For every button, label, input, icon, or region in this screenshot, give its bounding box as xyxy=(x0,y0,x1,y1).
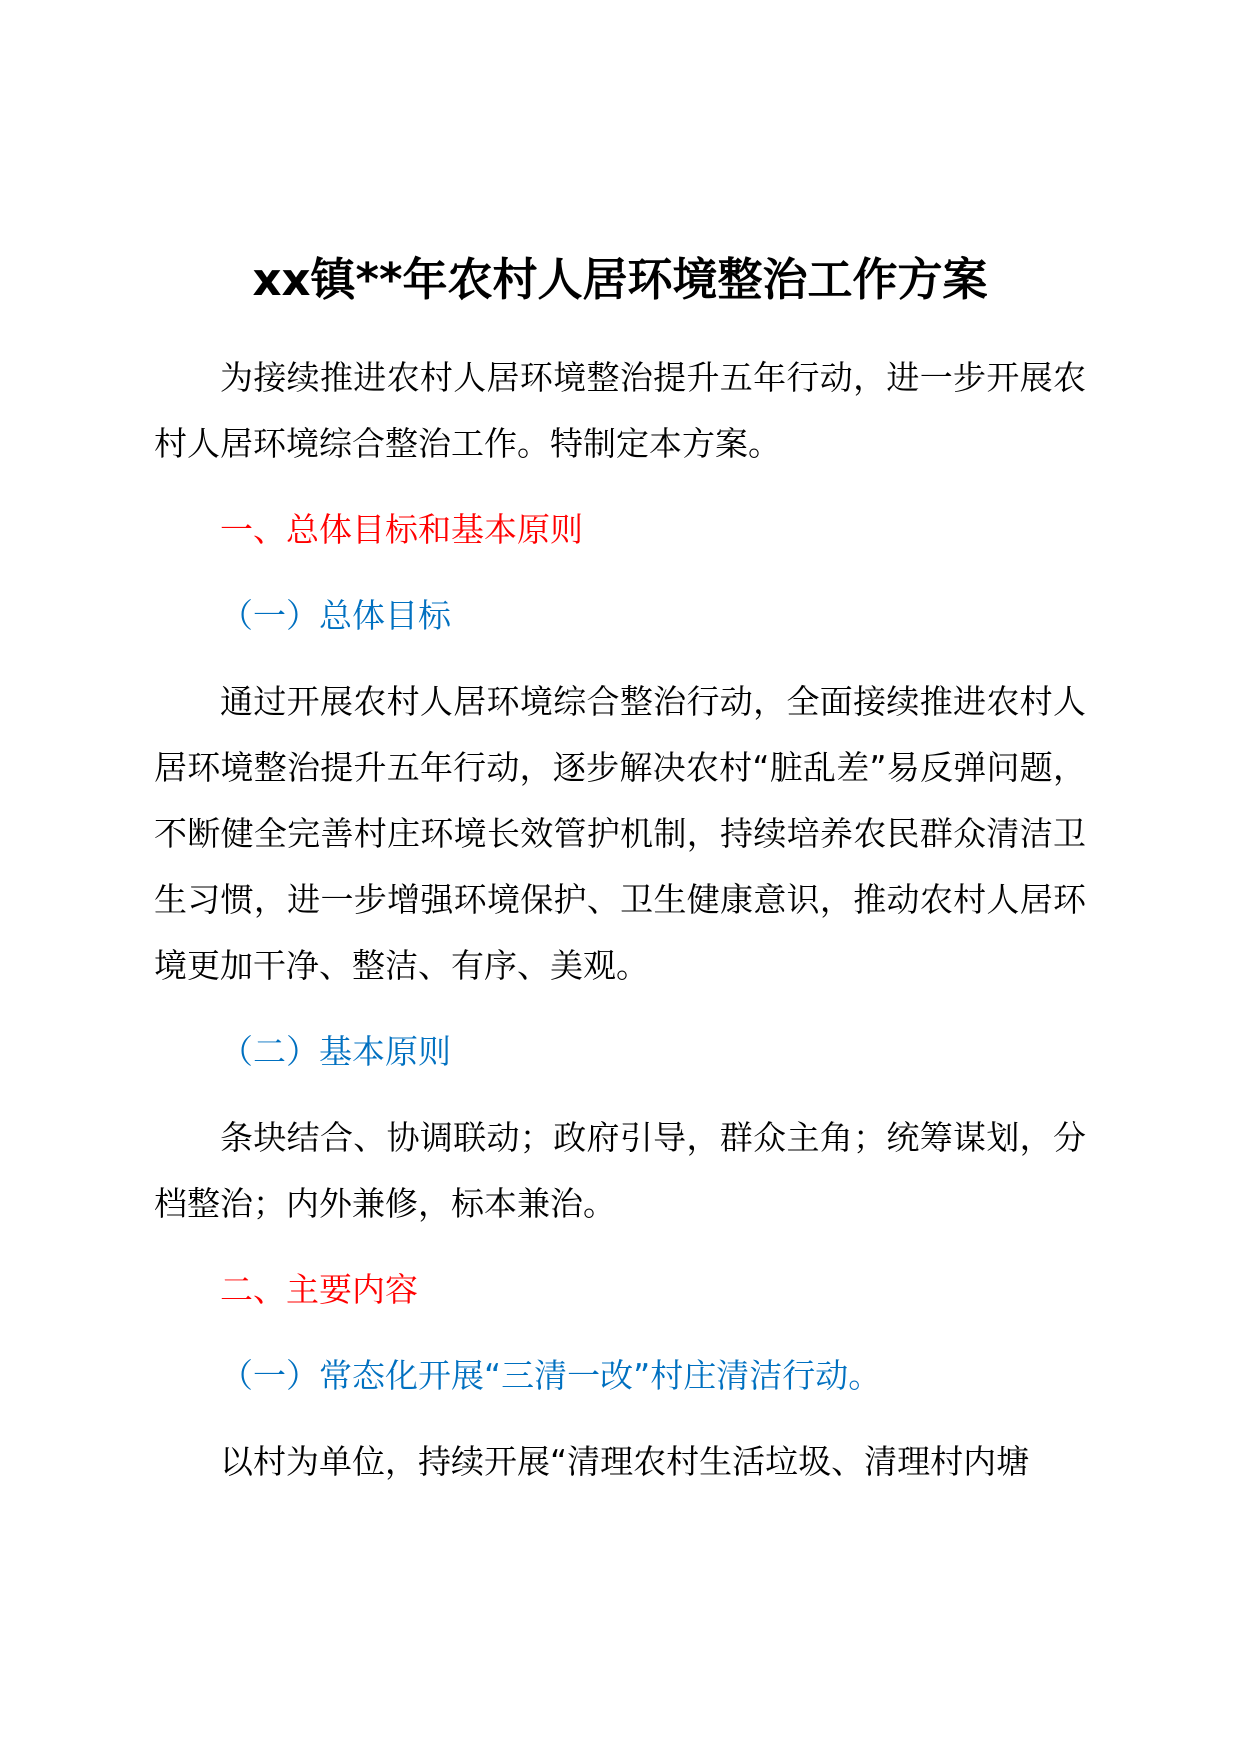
section-1-sub-1-paragraph: 通过开展农村人居环境综合整治行动，全面接续推进农村人居环境整治提升五年行动，逐步解决农村“脏乱差”易反弹问题，不断健全完善村庄环境长效管护机制，持续培养农民群众清洁卫生习惯，进一步增强环境保护、卫生健康意识，推动农村人居环境更加干净、整洁、有序、美观。 xyxy=(154,682,1086,985)
document-title: xx镇**年农村人居环境整治工作方案 xyxy=(252,253,988,306)
section-1-heading: 一、总体目标和基本原则 xyxy=(220,510,583,549)
section-1-sub-2-paragraph: 条块结合、协调联动；政府引导，群众主角；统筹谋划，分档整治；内外兼修，标本兼治。 xyxy=(154,1118,1086,1223)
section-1-sub-1-heading: （一）总体目标 xyxy=(220,596,451,635)
section-2-heading: 二、主要内容 xyxy=(220,1270,418,1309)
document-body xyxy=(154,345,1086,1495)
section-1-sub-2-heading: （二）基本原则 xyxy=(220,1032,451,1071)
intro-paragraph: 为接续推进农村人居环境整治提升五年行动，进一步开展农村人居环境综合整治工作。特制定本方案。 xyxy=(154,358,1086,463)
section-2-sub-1-heading: （一）常态化开展“三清一改”村庄清洁行动。 xyxy=(220,1356,882,1395)
section-2-sub-1-paragraph: 以村为单位，持续开展“清理农村生活垃圾、清理村内塘 xyxy=(220,1442,1030,1481)
